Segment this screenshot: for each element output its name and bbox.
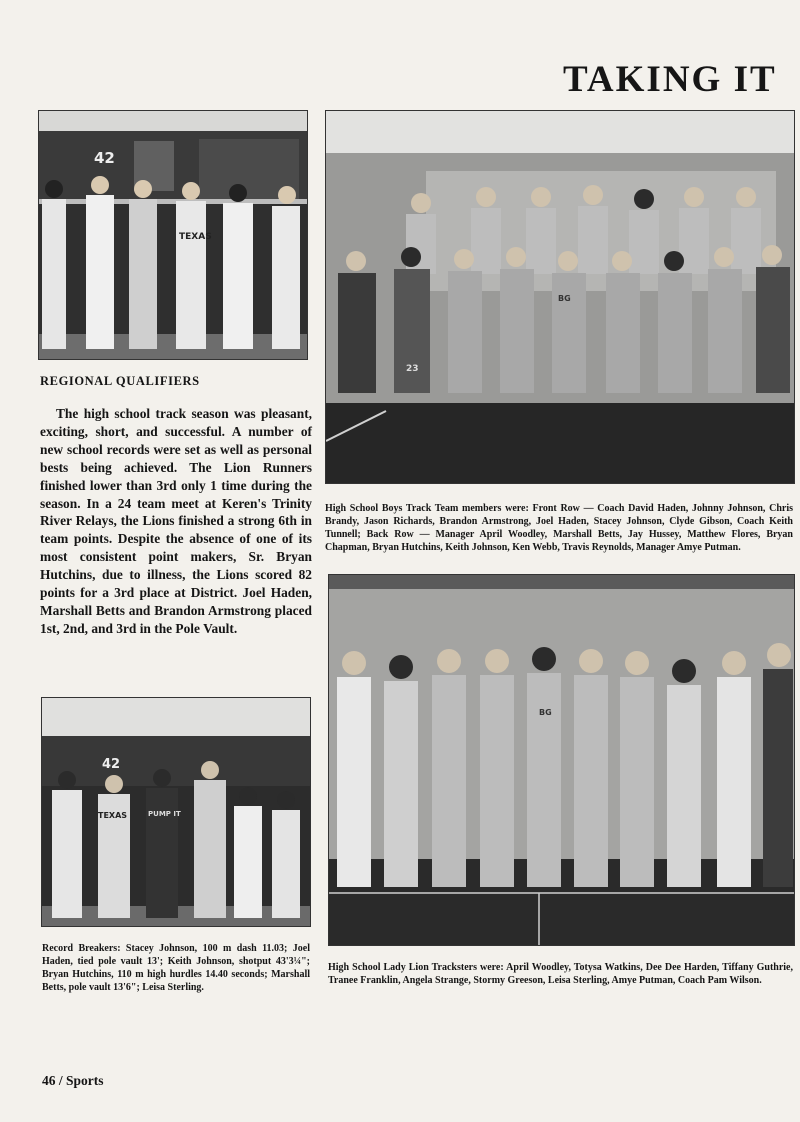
jersey-text: BG	[558, 294, 571, 303]
regional-qualifiers-photo	[38, 110, 308, 360]
boys-team-caption: High School Boys Track Team members were: Front Row — Coach David Haden, Johnny Johnson, Chris Brandy, Jason Richards, Brandon Armstrong, Joel Haden, Stacey Johnson, Clyde Gibson, Coach Keith Tunnell; Back Row — Manager April Woodley, Marshall Betts, Jay Hussey, Matthew Flores, Bryan Chapman, Bryan Hutchins, Keith Johnson, Ken Webb, Travis Reynolds, Manager Amye Putman.	[325, 503, 793, 553]
shirt-number: 23	[406, 364, 419, 374]
record-breakers-photo	[41, 697, 311, 927]
shirt-text-2: PUMP IT	[148, 810, 181, 818]
lady-lions-photo	[328, 574, 795, 946]
wall-number: 42	[102, 757, 121, 772]
jersey-text: BG	[539, 708, 552, 717]
boys-track-team-photo	[325, 110, 795, 484]
shirt-text: TEXAS	[98, 811, 128, 820]
shirt-text: TEXAS	[179, 232, 212, 242]
article-heading: REGIONAL QUALIFIERS	[40, 374, 200, 388]
wall-number: 42	[94, 149, 115, 167]
lady-lions-caption: High School Lady Lion Tracksters were: April Woodley, Totysa Watkins, Dee Dee Harden, Tiffany Guthrie, Tranee Franklin, Angela Strange, Stormy Greeson, Leisa Sterling, Amye Putman, Coach Pam Wilson.	[328, 962, 793, 986]
page-footer: 46 / Sports	[42, 1073, 104, 1088]
record-breakers-caption: Record Breakers: Stacey Johnson, 100 m dash 11.03; Joel Haden, tied pole vault 13'; Keith Johnson, shotput 43'3¼"; Bryan Hutchins, 110 m high hurdles 14.40 seconds; Marshall Betts, pole vault 13'6"; Leisa Sterling.	[42, 943, 310, 993]
article-body: The high school track season was pleasant, exciting, short, and successful. A number of new school records were set as well as personal bests being achieved. The Lion Runners finished lower than 3rd only 1 time during the season. In a 24 team meet at Keren's Trinity River Relays, the Lions finished a strong 6th in team points. Despite the absence of one of its most consistent point makers, Sr. Bryan Hutchins, due to illness, the Lions scored 82 points for a 3rd place at District. Joel Haden, Marshall Betts and Brandon Armstrong placed 1st, 2nd, and 3rd in the Pole Vault.	[40, 406, 312, 636]
page-title: TAKING IT	[563, 59, 777, 100]
